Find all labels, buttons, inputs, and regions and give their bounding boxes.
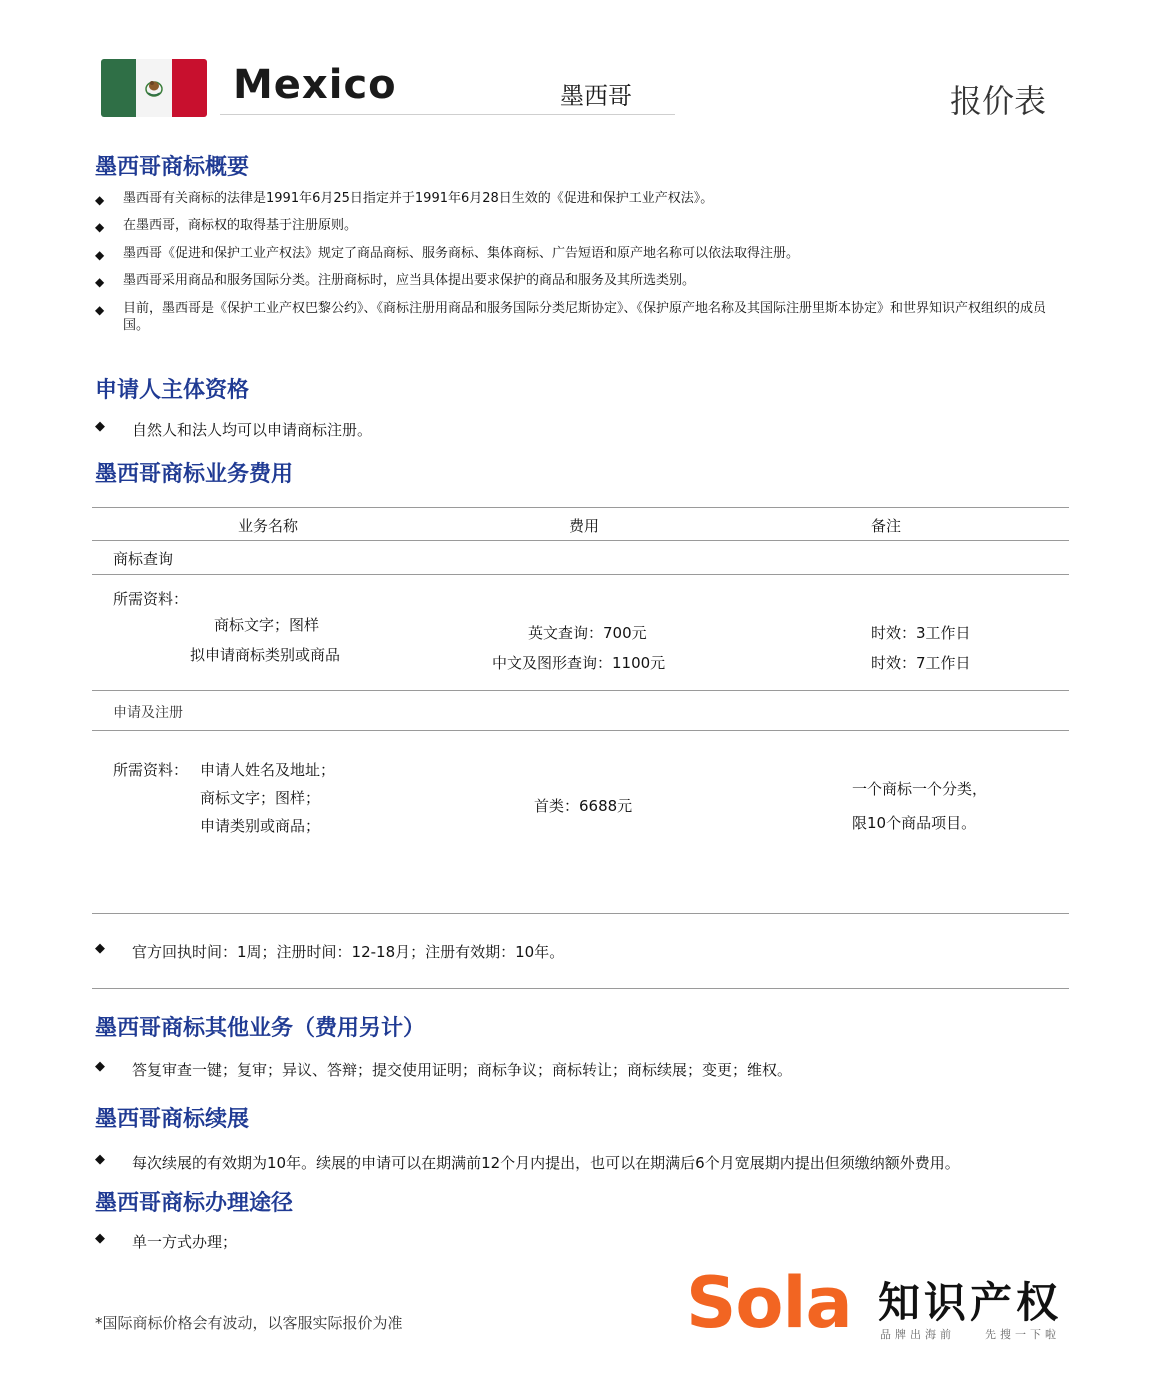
registration-remark: 一个商标一个分类， [852,780,988,798]
logo-cn-text: 知识产权 [878,1278,1063,1327]
country-name-en: Mexico [233,62,397,108]
route-heading: 墨西哥商标办理途径 [95,1191,294,1216]
price-disclaimer: *国际商标价格会有波动，以客服实际报价为准 [95,1314,403,1332]
sola-logo: Sola [686,1262,852,1344]
column-header-fee: 费用 [569,517,600,535]
overview-item: ◆ 墨西哥有关商标的法律是1991年6月25日指定并于1991年6月28日生效的《促进和保护工业产权法》。 [95,190,1065,210]
table-rule [92,730,1069,731]
bullet-icon: ◆ [95,248,105,262]
document-title: 报价表 [950,82,1047,120]
registration-material-item: 申请人姓名及地址； [200,761,336,779]
registration-materials-label: 所需资料： [113,761,189,779]
table-top-rule [92,507,1069,508]
search-remark: 时效：3工作日 [871,624,971,642]
overview-item: ◆ 墨西哥《促进和保护工业产权法》规定了商品商标、服务商标、集体商标、广告短语和原产地名称可以依法取得注册。 [95,245,1065,265]
bullet-icon: ◆ [95,303,105,317]
eligibility-item: ◆ 自然人和法人均可以申请商标注册。 [95,419,373,439]
registration-material-item: 商标文字；图样； [200,789,321,807]
overview-item: ◆ 墨西哥采用商品和服务国际分类。注册商标时，应当具体提出要求保护的商品和服务及其所选类别。 [95,272,1065,292]
bullet-icon: ◆ [95,1152,105,1167]
search-material-item: 商标文字；图样 [214,616,320,634]
section-label-registration: 申请及注册 [113,705,183,721]
registration-remark: 限10个商品项目。 [852,814,977,832]
bullet-icon: ◆ [95,1059,105,1074]
other-services-heading: 墨西哥商标其他业务（费用另计） [95,1016,426,1041]
section-rule [92,988,1069,989]
bullet-icon: ◆ [95,941,105,956]
bullet-icon: ◆ [95,275,105,289]
table-rule [92,690,1069,691]
bullet-icon: ◆ [95,419,105,434]
timeline-item: ◆ 官方回执时间：1周；注册时间：12-18月；注册有效期：10年。 [95,941,565,961]
fees-heading: 墨西哥商标业务费用 [95,462,294,487]
table-rule [92,913,1069,914]
search-material-item: 拟申请商标类别或商品 [190,646,341,664]
route-item: ◆ 单一方式办理； [95,1231,238,1251]
search-fee-en: 英文查询：700元 [528,624,647,642]
bullet-icon: ◆ [95,220,105,234]
other-services-item: ◆ 答复审查一键；复审；异议、答辩；提交使用证明；商标争议；商标转让；商标续展；变更；维权。 [95,1059,793,1079]
registration-material-item: 申请类别或商品； [200,817,321,835]
overview-heading: 墨西哥商标概要 [95,155,250,180]
section-label-search: 商标查询 [113,550,174,568]
column-header-service: 业务名称 [238,517,299,535]
bullet-icon: ◆ [95,1231,105,1246]
mexico-flag [101,59,207,117]
overview-item: ◆ 在墨西哥，商标权的取得基于注册原则。 [95,217,1065,237]
search-materials-label: 所需资料： [113,590,189,608]
renewal-item: ◆ 每次续展的有效期为10年。续展的申请可以在期满前12个月内提出，也可以在期满后6个月宽展期内提出但须缴纳额外费用。 [95,1152,960,1172]
logo-slogan-left: 品牌出海前 [880,1328,955,1341]
column-header-remark: 备注 [871,517,902,535]
table-rule [92,574,1069,575]
table-rule [92,540,1069,541]
eligibility-heading: 申请人主体资格 [95,378,250,403]
bullet-icon: ◆ [95,193,105,207]
overview-item: ◆ 目前，墨西哥是《保护工业产权巴黎公约》、《商标注册用商品和服务国际分类尼斯协定》、《保护原产地名称及其国际注册里斯本协定》和世界知识产权组织的成员国。 [95,301,1047,333]
search-remark: 时效：7工作日 [871,654,971,672]
search-fee-cn: 中文及图形查询：1100元 [492,654,666,672]
header-divider [220,114,675,115]
registration-fee: 首类：6688元 [534,797,633,815]
country-name-cn: 墨西哥 [560,82,632,110]
coat-of-arms-icon [140,73,168,101]
renewal-heading: 墨西哥商标续展 [95,1107,250,1132]
logo-slogan-right: 先搜一下啦 [985,1328,1060,1341]
